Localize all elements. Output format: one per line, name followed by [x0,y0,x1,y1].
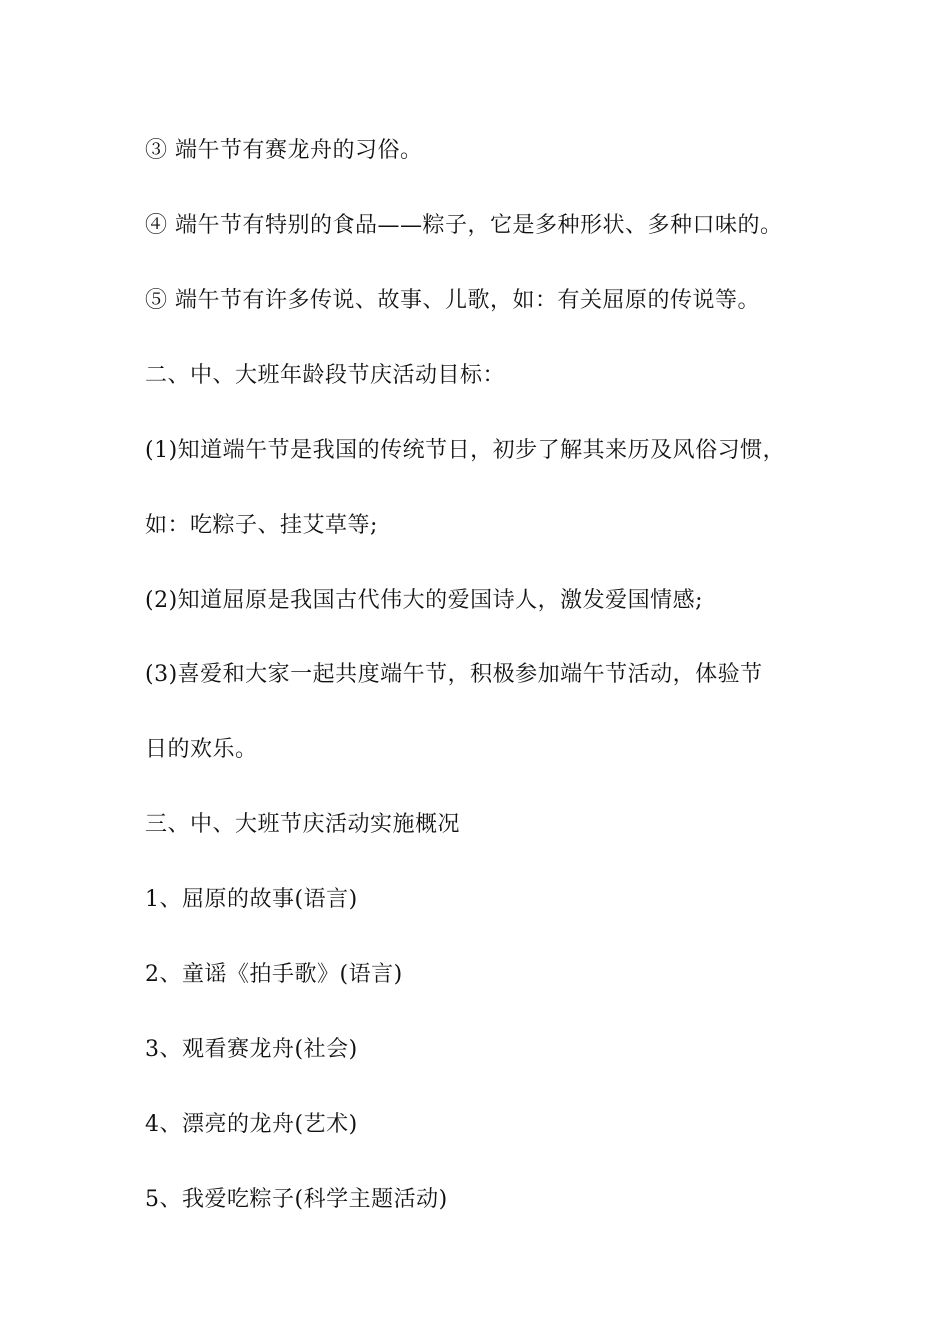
activity-item-2: 2、童谣《拍手歌》(语言) [145,962,403,987]
text-line-legends: ⑤ 端午节有许多传说、故事、儿歌，如：有关屈原的传说等。 [145,288,760,313]
activity-item-5: 5、我爱吃粽子(科学主题活动) [145,1187,448,1212]
text-line-zongzi-food: ④ 端午节有特别的食品——粽子，它是多种形状、多种口味的。 [145,213,783,238]
goal-item-1-continued: 如：吃粽子、挂艾草等; [145,513,378,538]
section-heading-activities: 三、中、大班节庆活动实施概况 [145,812,461,837]
activity-item-1: 1、屈原的故事(语言) [145,887,358,912]
goal-item-3: (3)喜爱和大家一起共度端午节，积极参加端午节活动，体验节 [145,662,763,687]
activity-item-4: 4、漂亮的龙舟(艺术) [145,1112,358,1137]
goal-item-2: (2)知道屈原是我国古代伟大的爱国诗人，激发爱国情感; [145,588,704,613]
text-line-custom-dragon-boat: ③ 端午节有赛龙舟的习俗。 [145,138,423,163]
goal-item-1: (1)知道端午节是我国的传统节日，初步了解其来历及风俗习惯， [145,438,786,463]
section-heading-goals: 二、中、大班年龄段节庆活动目标： [145,363,506,388]
activity-item-3: 3、观看赛龙舟(社会) [145,1037,358,1062]
goal-item-3-continued: 日的欢乐。 [145,737,258,762]
